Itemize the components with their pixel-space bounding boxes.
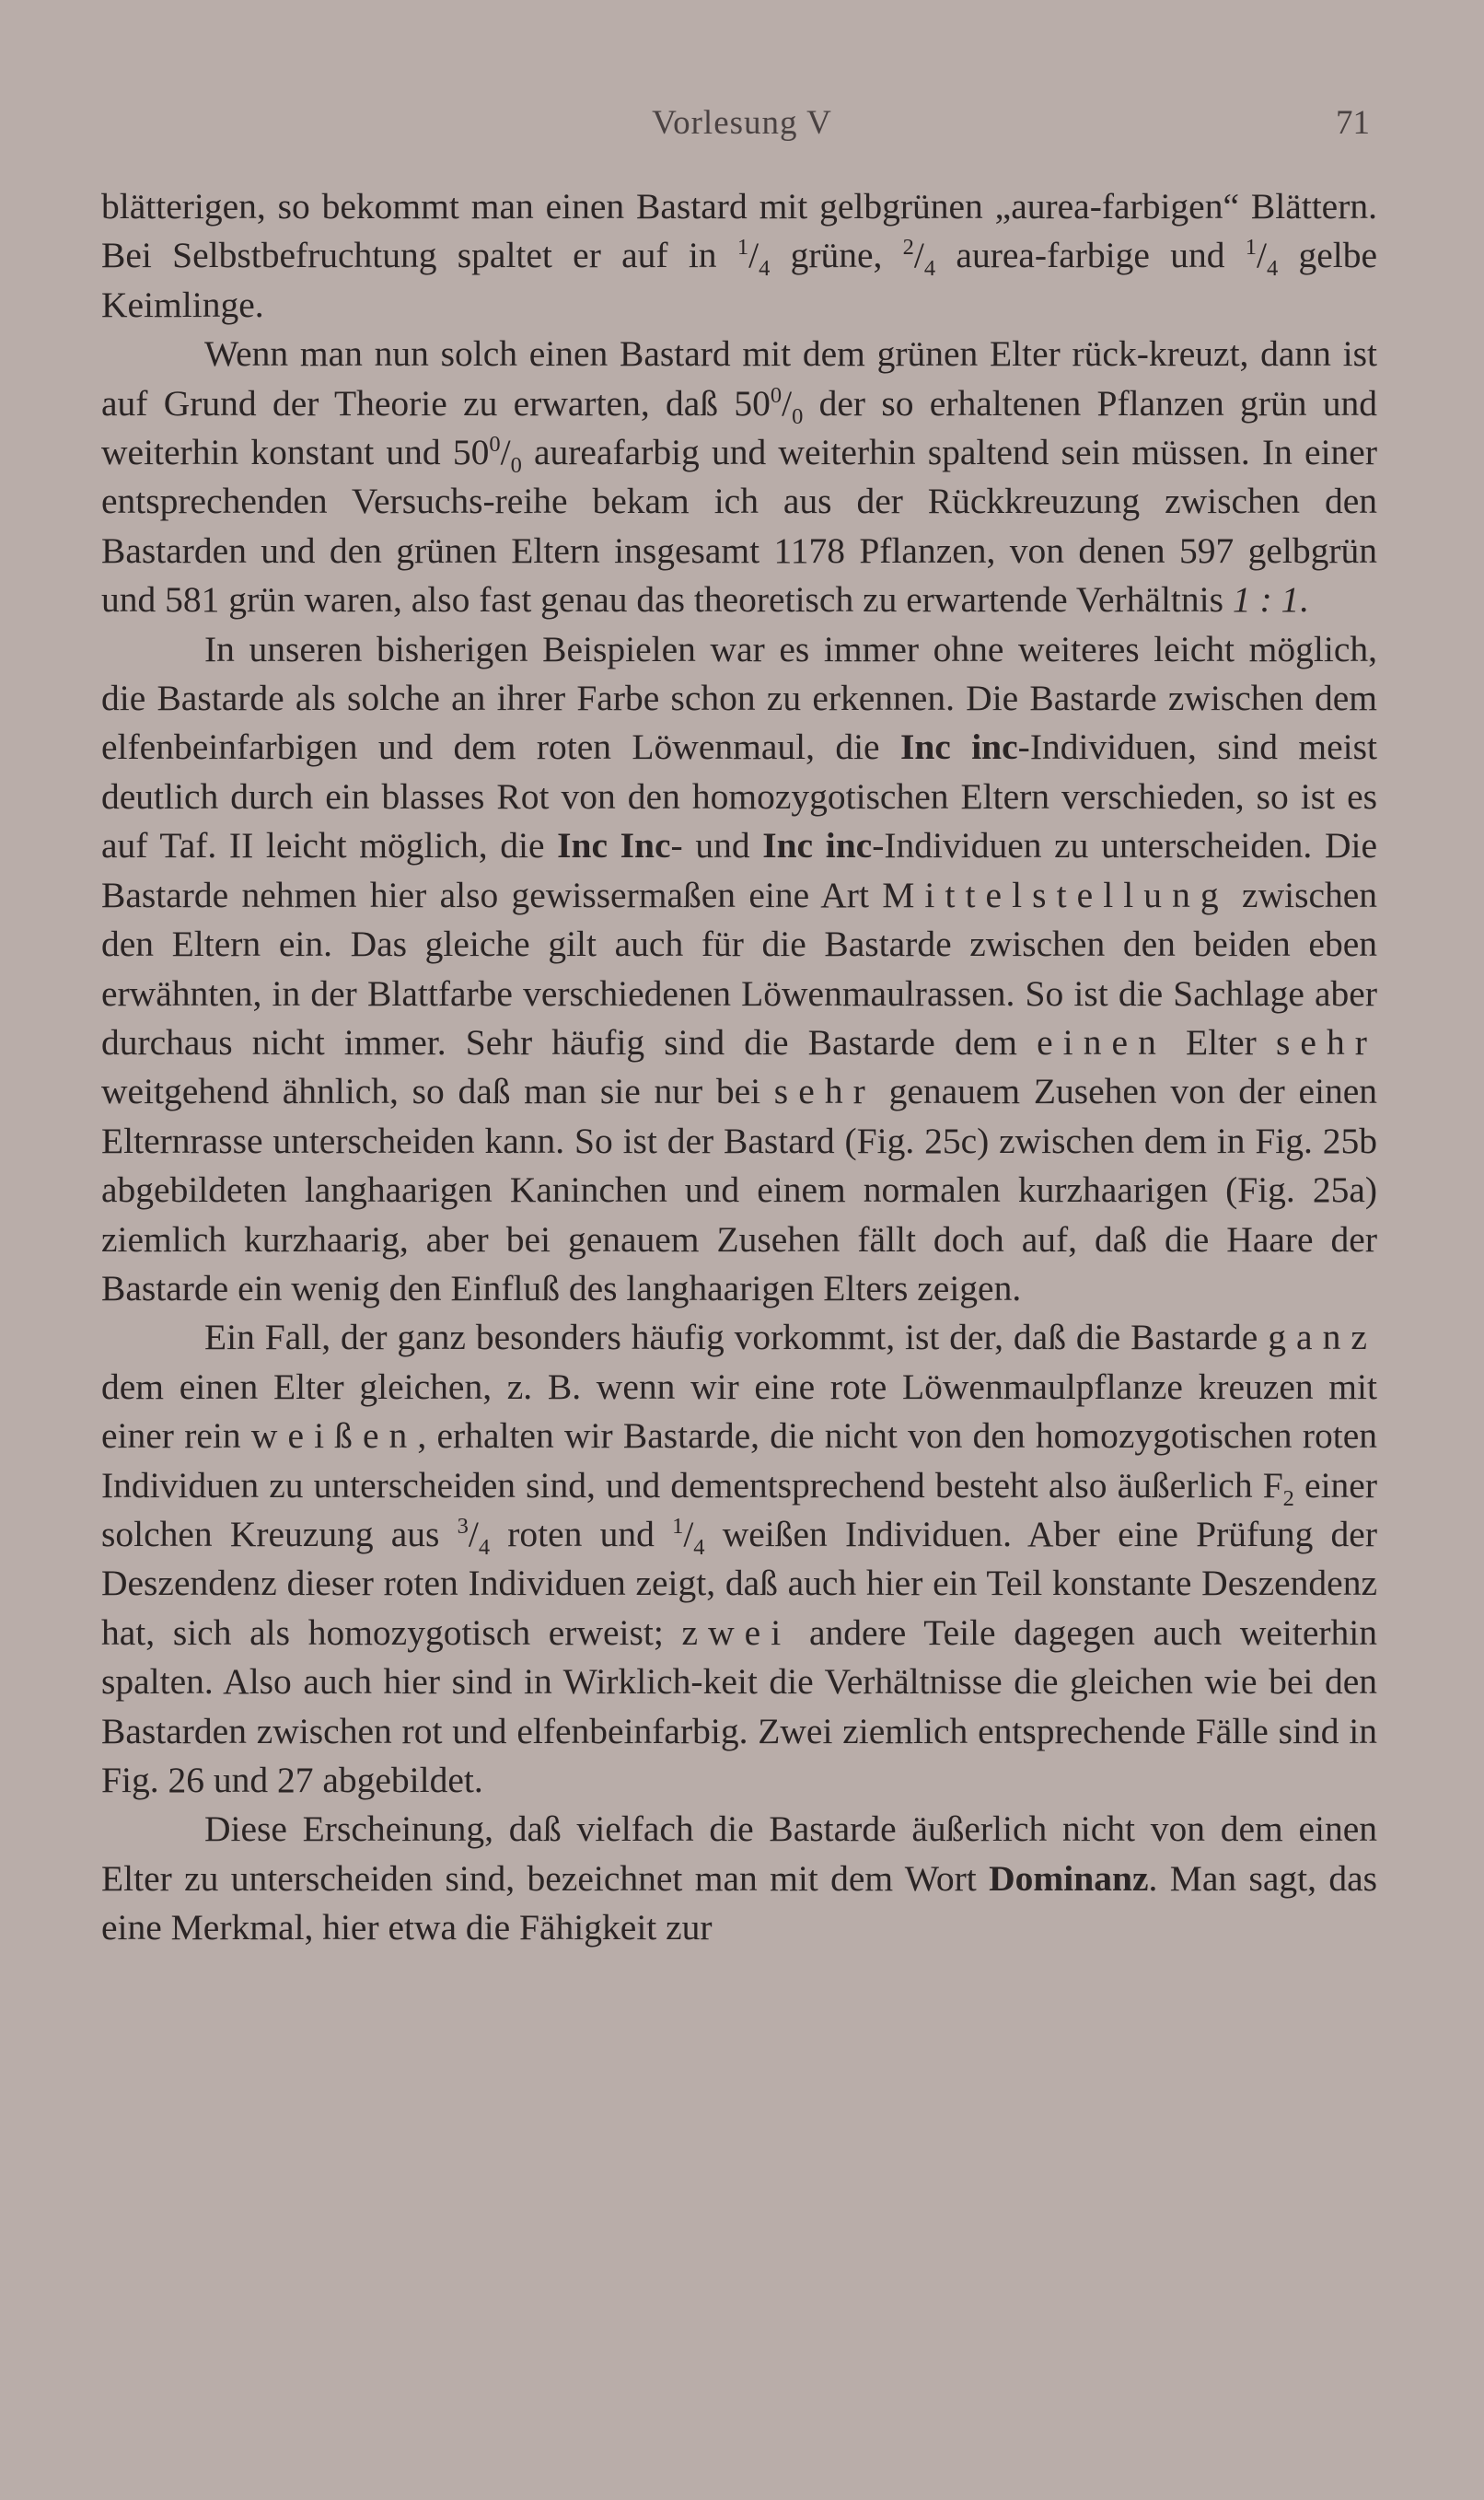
text-run: der so erhaltenen Pflanzen grün und weiterhin konstant und 50 <box>101 382 1377 473</box>
percent-sign-top: 0 <box>489 431 501 457</box>
text-run: aurea-farbige und <box>935 235 1246 276</box>
text-run: Ein Fall, der ganz besonders häufig vorkommt, ist der, daß die Bastarde <box>204 1317 1269 1358</box>
spaced-emphasis: sehr <box>773 1071 875 1112</box>
spaced-emphasis: sehr <box>1275 1021 1377 1063</box>
running-title: Vorlesung V <box>652 104 832 142</box>
percent-sign-bottom: 0 <box>792 403 804 429</box>
fraction-denominator: 4 <box>478 1534 491 1560</box>
text-run: Diese Erscheinung, daß vielfach die Bastarde äußerlich nicht von dem einen Elter zu unterscheiden sind, bezeichnet man mit dem Wort <box>101 1808 1377 1899</box>
ratio-italic: 1 : 1 <box>1232 579 1300 621</box>
spaced-emphasis: zwei <box>681 1611 792 1653</box>
paragraph-1: blätterigen, so bekommt man einen Bastard mit gelbgrünen „aurea-farbigen“ Blättern. Bei Selbstbefruchtung spaltet er auf in $^1/_4$ grüne, $^2/_4$ aurea-farbige und $^1/_4$ gelbe Keimlinge. <box>101 186 1378 325</box>
percent-sign-bottom: 0 <box>510 452 522 478</box>
spaced-emphasis: einen <box>1037 1021 1166 1063</box>
text-run: -Individuen zu unterscheiden. Die Bastarde nehmen hier also gewissermaßen eine Art <box>101 825 1377 915</box>
paragraph-3 <box>101 625 1377 1314</box>
text-run: . <box>1299 579 1309 621</box>
text-run: Elter <box>1165 1021 1276 1063</box>
genotype-bold: Inc inc <box>899 727 1018 768</box>
spaced-emphasis: weißen <box>250 1415 418 1457</box>
text-run: . Man sagt, das eine Merkmal, hier etwa die Fähigkeit zur <box>101 1857 1377 1948</box>
fraction-denominator: 4 <box>1266 256 1279 282</box>
text-run: weißen Individuen. Aber eine Prüfung der Deszendenz dieser roten Individuen zeigt, daß auch hier ein Teil konstante Deszendenz hat, sich als homozygotisch erweist; <box>101 1513 1377 1653</box>
percent-sign-top: 0 <box>770 382 783 408</box>
spaced-emphasis: ganz <box>1268 1317 1377 1358</box>
text-run: -Individuen, sind meist deutlich durch ein blasses Rot von den homozygotischen Eltern verschieden, so ist es auf Taf. II leicht möglich, die <box>101 727 1377 866</box>
fraction-numerator: 2 <box>902 235 914 261</box>
fraction-numerator: 1 <box>736 235 749 261</box>
text-run: dem einen Elter gleichen, z. B. wenn wir eine rote Löwenmaulpflanze kreuzen mit einer rein <box>101 1366 1377 1457</box>
text-run: weitgehend ähnlich, so daß man sie nur bei <box>101 1071 774 1112</box>
text-run: einer solchen Kreuzung aus <box>101 1464 1377 1554</box>
text-run: genauem Zusehen von der einen Elternrasse unterscheiden kann. So ist der Bastard (Fig. 25c) zwischen dem in Fig. 25b abgebildeten langhaarigen Kaninchen und einem normalen kurzhaarigen (Fig. 25a) ziemlich kurzhaarig, aber bei genauem Zusehen fällt doch auf, daß die Haare der Bastarde ein wenig den Einfluß des langhaarigen Elters zeigen. <box>101 1071 1377 1308</box>
fraction-denominator: 4 <box>923 256 936 282</box>
genotype-bold: Inc Inc <box>557 825 671 866</box>
fraction-numerator: 1 <box>1245 235 1257 261</box>
running-header <box>0 103 1484 158</box>
text-run: - und <box>670 825 763 866</box>
text-run: gelbe Keimlinge. <box>101 235 1378 325</box>
text-run: aureafarbig und weiterhin spaltend sein müssen. In einer entsprechenden Versuchs-reihe bekam ich aus der Rückkreuzung zwischen den Bastarden und den grünen Eltern insgesamt 1178 Pflanzen, von denen 597 gelbgrün und 581 grün waren, also fast genau das theoretisch zu erwartende Verhältnis <box>101 432 1377 621</box>
fraction-numerator: 3 <box>457 1513 469 1539</box>
text-run: grüne, <box>770 235 903 276</box>
fraction-denominator: 4 <box>693 1534 705 1560</box>
paragraph-4: Ein Fall, der ganz besonders häufig vorkommt, ist der, daß die Bastarde ganz dem einen Elter gleichen, z. B. wenn wir eine rote Löwenmaulpflanze kreuzen mit einer rein weißen, erhalten wir Bastarde, die nicht von den homozygotischen roten Individuen zu unterscheiden sind, und dementsprechend besteht also äußerlich $F_2$ einer solchen Kreuzung aus $^3/_4$ roten und $^1/_4$ weißen Individuen. Aber eine Prüfung der Deszendenz dieser roten Individuen zeigt, daß auch hier ein Teil konstante Deszendenz hat, sich als homozygotisch erweist; zwei andere Teile dagegen auch weiterhin spalten. Also auch hier sind in Wirklich-keit die Verhältnisse die gleichen wie bei den Bastarden zwischen rot und elfenbeinfarbig. Zwei ziemlich entsprechende Fälle sind in Fig. 26 und 27 abgebildet. <box>101 1317 1377 1800</box>
fraction-numerator: 1 <box>672 1513 684 1539</box>
spaced-emphasis: Mittelstellung <box>882 874 1229 915</box>
fraction-denominator: 4 <box>759 256 771 282</box>
text-run: zwischen den Eltern ein. Das gleiche gilt auch für die Bastarde zwischen den beiden eben erwähnten, in der Blattfarbe verschiedenen Löwenmaulrassen. So ist die Sachlage aber durchaus nicht immer. Sehr häufig sind die Bastarde dem <box>101 874 1378 1063</box>
text-run: , erhalten wir Bastarde, die nicht von den homozygotischen roten Individuen zu unterscheiden sind, und dementsprechend besteht also äußerlich F <box>101 1415 1377 1506</box>
text-run: roten und <box>490 1513 673 1554</box>
text-run: andere Teile dagegen auch weiterhin spalten. Also auch hier sind in Wirklich-keit die Verhältnisse die gleichen wie bei den Bastarden zwischen rot und elfenbeinfarbig. Zwei ziemlich entsprechende Fälle sind in Fig. 26 und 27 abgebildet. <box>101 1611 1377 1800</box>
generation-subscript: 2 <box>1282 1485 1294 1511</box>
text-run: In unseren bisherigen Beispielen war es immer ohne weiteres leicht möglich, die Bastarde als solche an ihrer Farbe schon zu erkennen. Die Bastarde zwischen dem elfenbeinfarbigen und dem roten Löwenmaul, die <box>101 628 1377 768</box>
paragraph-2: Wenn man nun solch einen Bastard mit dem grünen Elter rück-kreuzt, dann ist auf Grund der Theorie zu erwarten, daß $50^0/_0$ der so erhaltenen Pflanzen grün und weiterhin konstant und $50^0/_0$ aureafarbig und weiterhin spaltend sein müssen. In einer entsprechenden Versuchs-reihe bekam ich aus der Rückkreuzung zwischen den Bastarden und den grünen Eltern insgesamt 1178 Pflanzen, von denen 597 gelbgrün und 581 grün waren, also fast genau das theoretisch zu erwartende Verhältnis 1 : 1. <box>101 333 1377 621</box>
text-run: blätterigen, so bekommt man einen Bastard mit gelbgrünen „aurea-farbigen“ Blättern. Bei Selbstbefruchtung spaltet er auf in <box>101 186 1377 276</box>
body-text <box>101 182 1377 1953</box>
text-run: Wenn man nun solch einen Bastard mit dem grünen Elter rück-kreuzt, dann ist auf Grund der Theorie zu erwarten, daß 50 <box>101 333 1377 424</box>
term-bold: Dominanz <box>989 1857 1149 1899</box>
genotype-bold: Inc inc <box>762 825 873 866</box>
paragraph-5 <box>101 1805 1377 1952</box>
page-number: 71 <box>1336 104 1370 142</box>
